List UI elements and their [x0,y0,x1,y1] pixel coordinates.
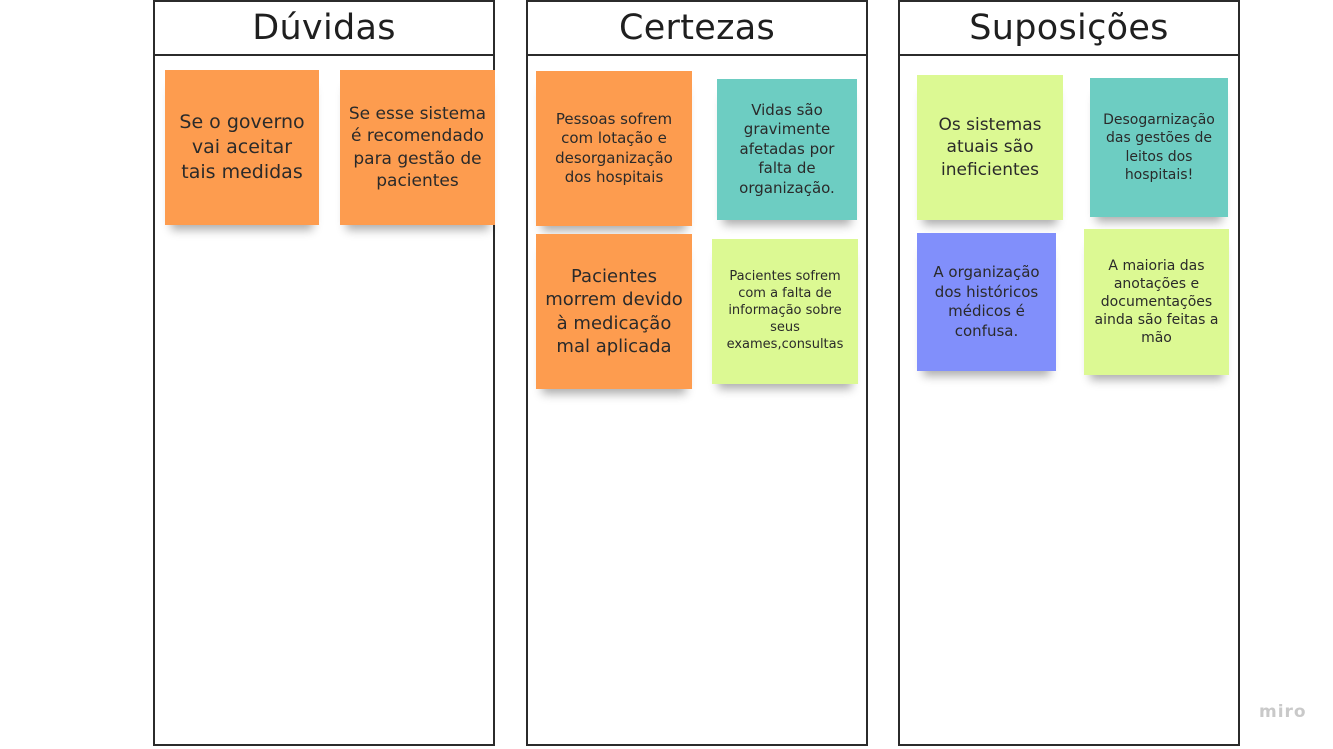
column-duvidas [153,0,495,746]
sticky-note[interactable]: Se o governo vai aceitar tais medidas [165,70,319,225]
column-title[interactable]: Certezas [528,2,866,56]
column-certezas [526,0,868,746]
sticky-note[interactable]: Os sistemas atuais são ineficientes [917,75,1063,220]
column-title[interactable]: Dúvidas [155,2,493,56]
sticky-note[interactable]: Se esse sistema é recomendado para gestão de pacientes [340,70,495,225]
miro-logo: miro [1259,702,1307,722]
sticky-note[interactable]: Pacientes morrem devido à medicação mal aplicada [536,234,692,389]
sticky-note[interactable]: A organização dos históricos médicos é confusa. [917,233,1056,371]
sticky-note[interactable]: Vidas são gravimente afetadas por falta de organização. [717,79,857,220]
sticky-note[interactable]: Pacientes sofrem com a falta de informação sobre seus exames,consultas [712,239,858,384]
column-title[interactable]: Suposições [900,2,1238,56]
sticky-note[interactable]: Desogarnização das gestões de leitos dos hospitais! [1090,78,1228,217]
sticky-note[interactable]: Pessoas sofrem com lotação e desorganização dos hospitais [536,71,692,226]
column-suposicoes [898,0,1240,746]
sticky-note[interactable]: A maioria das anotações e documentações ainda são feitas a mão [1084,229,1229,375]
